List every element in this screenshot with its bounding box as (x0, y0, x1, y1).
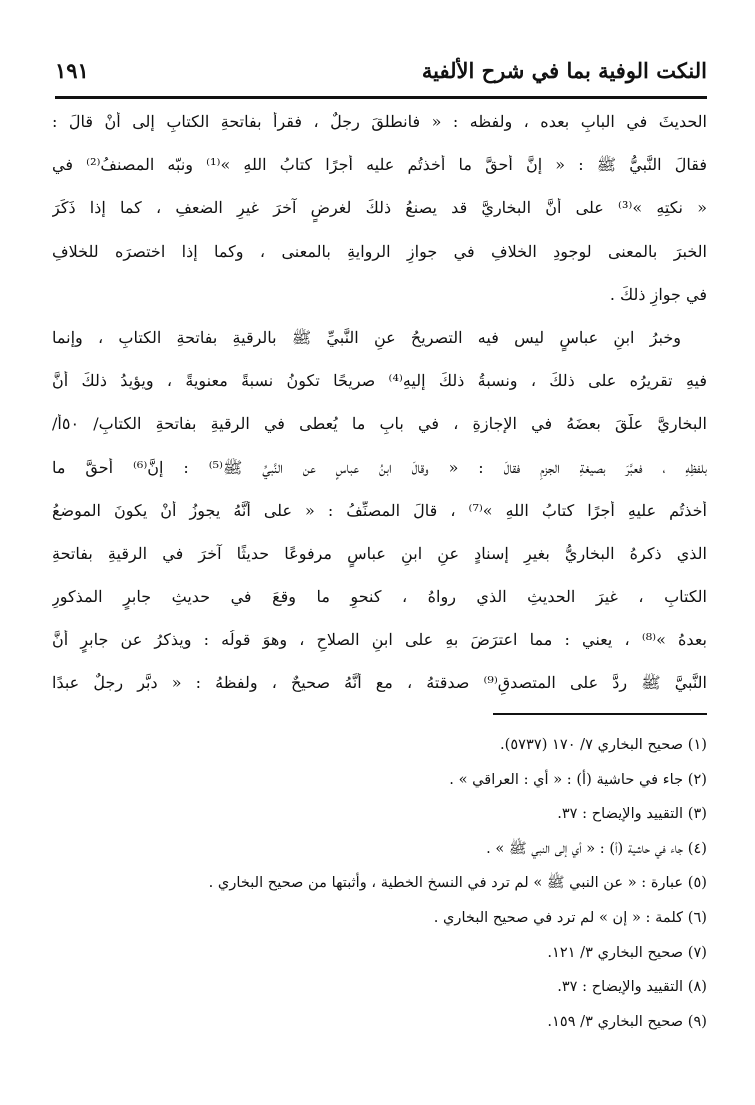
text-line: الخبرَ بالمعنى لوجودِ الخلافِ في جوازِ الروايةِ بالمعنى ، وكما إذا اختصرَه للخلافِ (52, 241, 707, 261)
footnote-item: (٣) التقييد والإيضاح : ٣٧. (557, 805, 707, 823)
footnote-item: (٥) عبارة : « عن النبي ﷺ » لم ترد في النسخ الخطية ، وأثبتها من صحيح البخاري . (208, 874, 707, 892)
footnote-item: (٧) صحيح البخاري ٣/ ١٢١. (547, 943, 707, 961)
footnote-rule (493, 713, 707, 715)
body-text (52, 112, 707, 717)
text-line: الكتابِ ، غيرَ الحديثِ الذي رواهُ ، كنحوِ ما وقعَ في حديثِ جابرٍ المذكورِ (52, 587, 707, 607)
footnote-item: (٩) صحيح البخاري ٣/ ١٥٩. (547, 1012, 707, 1030)
text-line: بعدهُ »⁽⁸⁾ ، يعني : مما اعترَضَ بهِ على ابنِ الصلاحِ ، وهوَ قولُه : ويذكرُ عن جابرٍ أنَّ (52, 630, 707, 650)
text-line: في جوازِ ذلكَ . (609, 284, 707, 304)
header-rule (55, 96, 707, 99)
text-line: « نكتِهِ »⁽³⁾ على أنَّ البخاريَّ قد يصنعُ ذلكَ لغرضٍ آخرَ غيرِ الضعفِ ، كما إذا ذَكَرَ (52, 198, 707, 218)
text-line: النَّبيَّ ﷺ ردَّ على المتصدقِ⁽⁹⁾ صدقتهُ ، مع أنَّهُ صحيحٌ ، ولفظهُ : « دبَّر رجلٌ عبدًا (52, 673, 707, 693)
text-line: وخبرُ ابنِ عباسٍ ليس فيه التصريحُ عنِ النَّبيِّ ﷺ بالرقيةِ بفاتحةِ الكتابِ ، وإنما (52, 327, 682, 347)
footnote-item: (٨) التقييد والإيضاح : ٣٧. (557, 978, 707, 996)
text-line: فقالَ النَّبيُّ ﷺ : « إنَّ أحقَّ ما أخذتُم عليه أجرًا كتابُ اللهِ »⁽¹⁾ ونبّه المصنفُ⁽²⁾ في (52, 155, 707, 175)
text-line: فيهِ تقريرُه على ذلكَ ، ونسبةُ ذلكَ إليهِ⁽⁴⁾ صريحًا تكونُ نسبةً معنويةً ، ويؤيدُ ذلكَ أنَّ (52, 371, 707, 391)
page-number: ١٩١ (55, 58, 89, 83)
footnote-item: (٦) كلمة : « إن » لم ترد في صحيح البخاري . (433, 908, 707, 926)
running-title: النكت الوفية بما في شرح الألفية (421, 58, 707, 83)
text-line: أخذتُم عليهِ أجرًا كتابُ اللهِ »⁽⁷⁾ ، قالَ المصنِّفُ : « على أنَّهُ يجوزُ أنْ يكونَ الموضعُ (52, 500, 707, 520)
footnotes (60, 728, 707, 1039)
text-line: بلفظِهِ ، فعبَّرَ بصيغةِ الجزمِ فقالَ : « وقالَ ابنُ عباسٍ عن النَّبيِّ ﷺ⁽⁵⁾ : إنَّ⁽⁶⁾ أحقَّ ما (52, 457, 707, 477)
footnote-item: (٢) جاء في حاشية (أ) : « أي : العراقي » . (449, 770, 707, 788)
footnote-item: (٤) جاء في حاشية (أ) : « أي إلى النبي ﷺ » . (486, 839, 707, 857)
text-line: الحديثَ في البابِ بعده ، ولفظه : « فانطلقَ رجلٌ ، فقرأَ بفاتحةِ الكتابِ إلى أنْ قالَ : (52, 112, 707, 131)
running-head (55, 58, 707, 92)
text-line: البخاريَّ علّقَ بعضَهُ في الإجازةِ ، في بابِ ما يُعطى في الرقيةِ بفاتحةِ الكتابِ/ ٥٠أ/ (52, 414, 707, 434)
text-line: الذي ذكرهُ البخاريُّ بغيرِ إسنادٍ عنِ ابنِ عباسٍ مرفوعًا حديثًا آخرَ في الرقيةِ بفاتحةِ (52, 543, 707, 563)
footnote-item: (١) صحيح البخاري ٧/ ١٧٠ (٥٧٣٧). (499, 736, 707, 753)
